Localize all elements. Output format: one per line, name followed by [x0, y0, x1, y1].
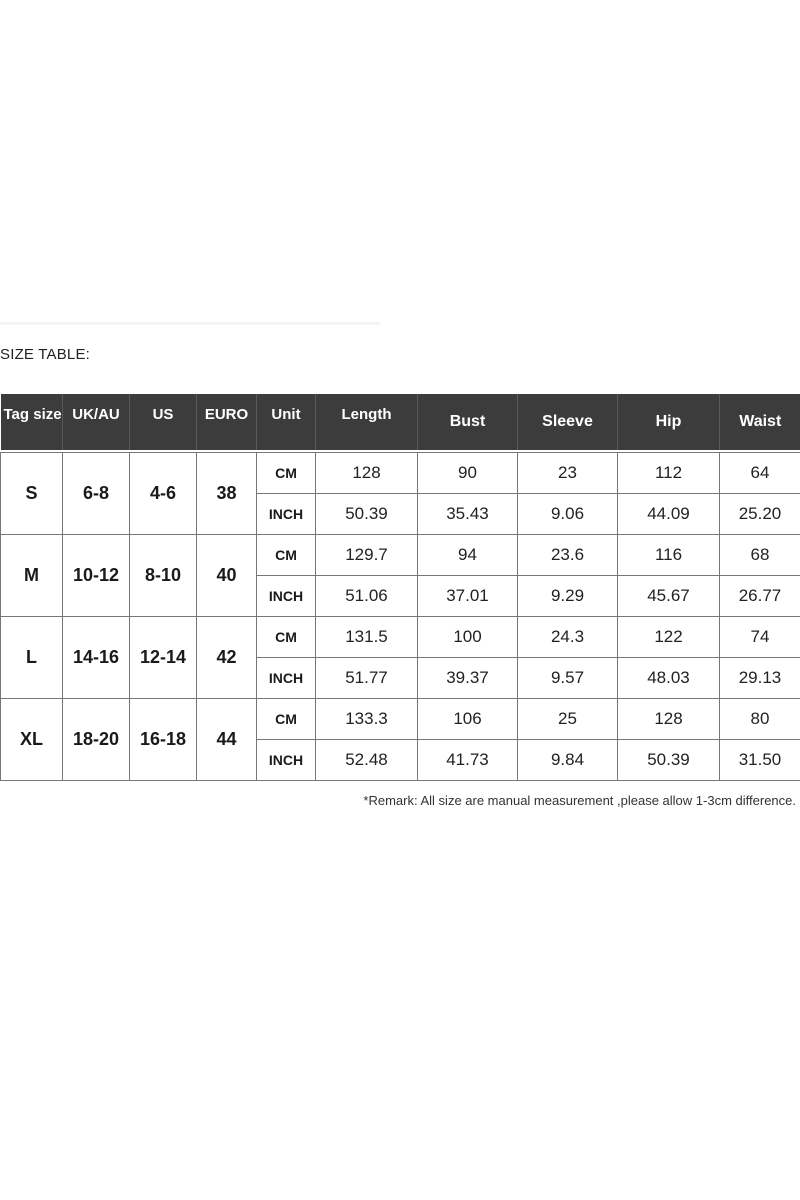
table-row: [1, 535, 800, 576]
waist-cell: 31.50: [720, 740, 800, 781]
hip-cell: 112: [618, 453, 720, 494]
length-cell: 50.39: [316, 494, 418, 535]
euro-cell: 44: [197, 699, 257, 781]
uk-au-cell: 14-16: [63, 617, 130, 699]
bust-cell: 106: [418, 699, 518, 740]
length-cell: 52.48: [316, 740, 418, 781]
hip-cell: 45.67: [618, 576, 720, 617]
sleeve-cell: 9.84: [518, 740, 618, 781]
unit-cell: INCH: [257, 576, 316, 617]
waist-cell: 25.20: [720, 494, 800, 535]
length-cell: 51.77: [316, 658, 418, 699]
unit-cell: INCH: [257, 658, 316, 699]
bust-cell: 100: [418, 617, 518, 658]
euro-cell: 40: [197, 535, 257, 617]
header-unit: Unit: [257, 394, 316, 450]
length-cell: 131.5: [316, 617, 418, 658]
hip-cell: 44.09: [618, 494, 720, 535]
faint-divider: [0, 322, 380, 325]
euro-cell: 38: [197, 453, 257, 535]
length-cell: 129.7: [316, 535, 418, 576]
tag-size-cell: L: [1, 617, 63, 699]
header-hip: Hip: [618, 394, 720, 450]
table-row: [1, 453, 800, 494]
unit-cell: CM: [257, 699, 316, 740]
waist-cell: 64: [720, 453, 800, 494]
size-table-title: SIZE TABLE:: [0, 346, 91, 363]
hip-cell: 48.03: [618, 658, 720, 699]
waist-cell: 26.77: [720, 576, 800, 617]
table-header-row: [1, 394, 800, 450]
header-us: US: [130, 394, 197, 450]
waist-cell: 80: [720, 699, 800, 740]
us-cell: 4-6: [130, 453, 197, 535]
table-row: [1, 617, 800, 658]
header-sleeve: Sleeve: [518, 394, 618, 450]
unit-cell: CM: [257, 535, 316, 576]
remark-note: *Remark: All size are manual measurement ,please allow 1-3cm difference.: [363, 793, 796, 808]
sleeve-cell: 9.29: [518, 576, 618, 617]
bust-cell: 94: [418, 535, 518, 576]
waist-cell: 68: [720, 535, 800, 576]
header-bust: Bust: [418, 394, 518, 450]
us-cell: 8-10: [130, 535, 197, 617]
header-euro: EURO: [197, 394, 257, 450]
sleeve-cell: 23: [518, 453, 618, 494]
header-length: Length: [316, 394, 418, 450]
size-table: [0, 394, 800, 781]
us-cell: 16-18: [130, 699, 197, 781]
sleeve-cell: 9.57: [518, 658, 618, 699]
sleeve-cell: 25: [518, 699, 618, 740]
sleeve-cell: 24.3: [518, 617, 618, 658]
uk-au-cell: 18-20: [63, 699, 130, 781]
hip-cell: 116: [618, 535, 720, 576]
bust-cell: 90: [418, 453, 518, 494]
table-row: [1, 699, 800, 740]
waist-cell: 74: [720, 617, 800, 658]
hip-cell: 128: [618, 699, 720, 740]
bust-cell: 41.73: [418, 740, 518, 781]
waist-cell: 29.13: [720, 658, 800, 699]
sleeve-cell: 23.6: [518, 535, 618, 576]
length-cell: 51.06: [316, 576, 418, 617]
hip-cell: 50.39: [618, 740, 720, 781]
bust-cell: 39.37: [418, 658, 518, 699]
unit-cell: INCH: [257, 740, 316, 781]
header-waist: Waist: [720, 394, 800, 450]
length-cell: 133.3: [316, 699, 418, 740]
hip-cell: 122: [618, 617, 720, 658]
euro-cell: 42: [197, 617, 257, 699]
tag-size-cell: S: [1, 453, 63, 535]
header-tag-size: Tag size: [1, 394, 63, 450]
uk-au-cell: 6-8: [63, 453, 130, 535]
us-cell: 12-14: [130, 617, 197, 699]
unit-cell: INCH: [257, 494, 316, 535]
length-cell: 128: [316, 453, 418, 494]
tag-size-cell: XL: [1, 699, 63, 781]
unit-cell: CM: [257, 617, 316, 658]
uk-au-cell: 10-12: [63, 535, 130, 617]
bust-cell: 37.01: [418, 576, 518, 617]
sleeve-cell: 9.06: [518, 494, 618, 535]
bust-cell: 35.43: [418, 494, 518, 535]
tag-size-cell: M: [1, 535, 63, 617]
header-uk-au: UK/AU: [63, 394, 130, 450]
unit-cell: CM: [257, 453, 316, 494]
